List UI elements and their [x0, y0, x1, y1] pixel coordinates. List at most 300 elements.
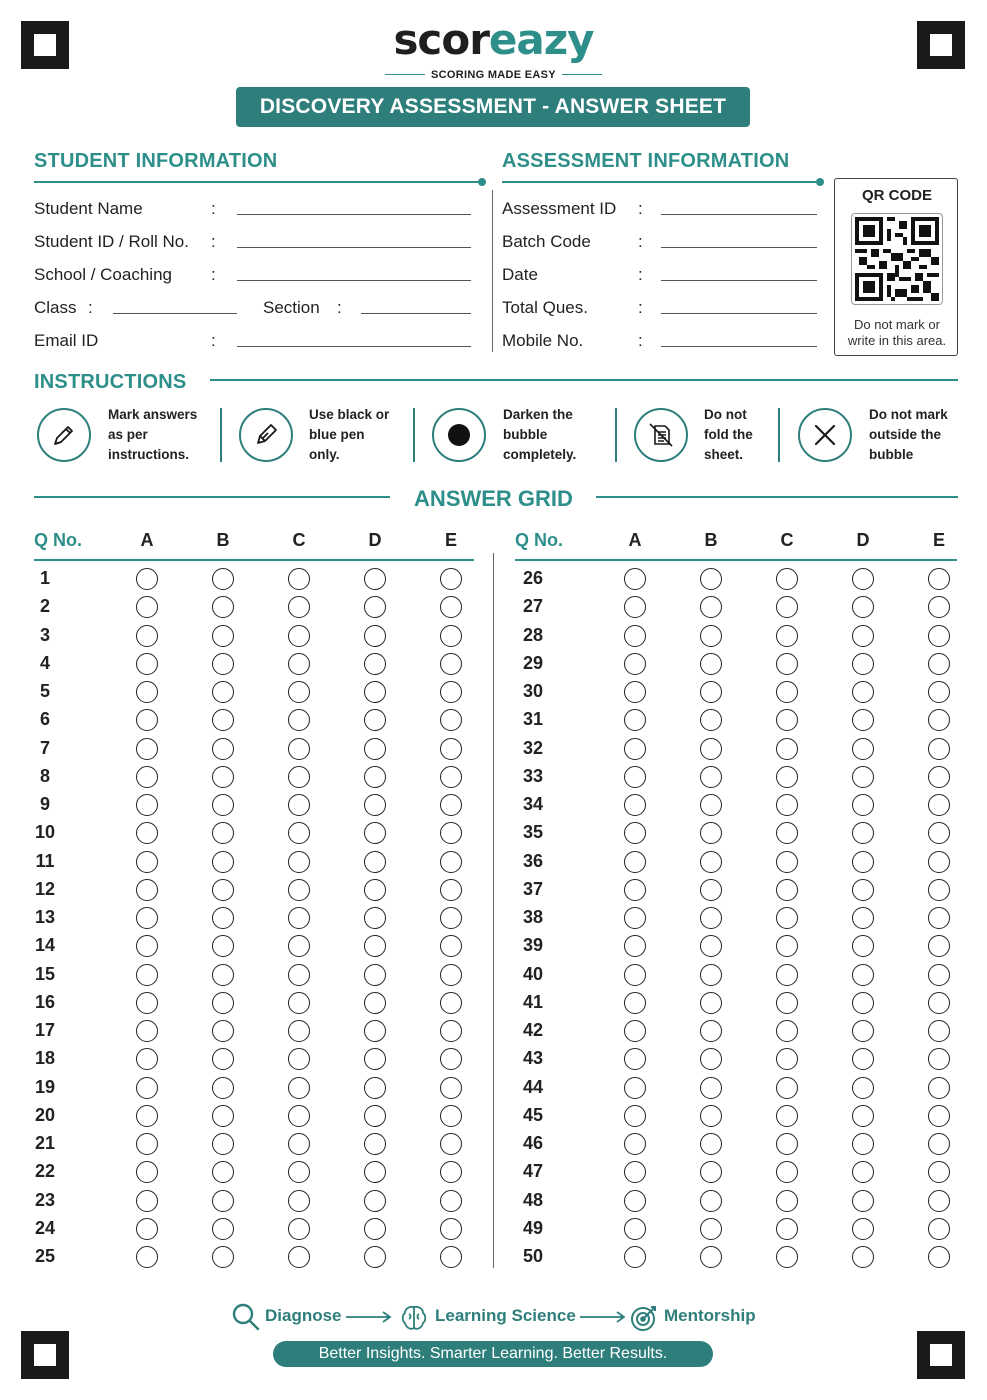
section-field[interactable]: [361, 313, 471, 314]
answer-bubble-b[interactable]: [700, 1020, 722, 1042]
answer-bubble-e[interactable]: [928, 766, 950, 788]
answer-bubble-c[interactable]: [288, 992, 310, 1014]
answer-bubble-a[interactable]: [624, 1133, 646, 1155]
question-number: 47: [522, 1161, 544, 1182]
answer-bubble-c[interactable]: [288, 822, 310, 844]
answer-bubble-a[interactable]: [624, 935, 646, 957]
answer-bubble-b[interactable]: [212, 992, 234, 1014]
answer-bubble-e[interactable]: [440, 1077, 462, 1099]
answer-bubble-c[interactable]: [288, 568, 310, 590]
answer-bubble-d[interactable]: [852, 935, 874, 957]
answer-bubble-d[interactable]: [852, 879, 874, 901]
answer-bubble-b[interactable]: [700, 822, 722, 844]
answer-bubble-d[interactable]: [364, 907, 386, 929]
answer-bubble-e[interactable]: [440, 1190, 462, 1212]
answer-grid-heading: ANSWER GRID: [414, 486, 573, 511]
answer-bubble-c[interactable]: [288, 766, 310, 788]
answer-bubble-e[interactable]: [928, 794, 950, 816]
answer-bubble-a[interactable]: [136, 1190, 158, 1212]
answer-bubble-c[interactable]: [288, 681, 310, 703]
question-number: 41: [522, 991, 544, 1012]
answer-bubble-d[interactable]: [364, 1161, 386, 1183]
school-field[interactable]: [237, 280, 471, 281]
question-number: 39: [522, 935, 544, 956]
answer-bubble-d[interactable]: [852, 964, 874, 986]
answer-bubble-a[interactable]: [136, 879, 158, 901]
question-number: 13: [34, 907, 56, 927]
student-id-field[interactable]: [237, 247, 471, 248]
answer-bubble-a[interactable]: [624, 851, 646, 873]
answer-bubble-a[interactable]: [624, 822, 646, 844]
answer-bubble-e[interactable]: [440, 879, 462, 901]
batch-code-field[interactable]: [661, 247, 817, 248]
instructions-heading: INSTRUCTIONS: [34, 371, 187, 393]
answer-bubble-e[interactable]: [928, 822, 950, 844]
answer-bubble-c[interactable]: [288, 1246, 310, 1268]
answer-bubble-e[interactable]: [928, 907, 950, 929]
answer-bubble-c[interactable]: [776, 1048, 798, 1070]
answer-bubble-b[interactable]: [700, 1048, 722, 1070]
answer-bubble-b[interactable]: [700, 709, 722, 731]
qr-code-icon: [851, 213, 943, 305]
answer-bubble-c[interactable]: [776, 1077, 798, 1099]
answer-bubble-a[interactable]: [624, 1190, 646, 1212]
answer-bubble-a[interactable]: [624, 1077, 646, 1099]
no-fold-icon: [634, 408, 688, 462]
answer-bubble-d[interactable]: [364, 568, 386, 590]
answer-bubble-b[interactable]: [212, 1020, 234, 1042]
answer-bubble-b[interactable]: [212, 1105, 234, 1127]
answer-bubble-c[interactable]: [776, 1133, 798, 1155]
answer-bubble-b[interactable]: [700, 907, 722, 929]
answer-bubble-b[interactable]: [700, 625, 722, 647]
answer-bubble-b[interactable]: [700, 992, 722, 1014]
answer-bubble-e[interactable]: [928, 1048, 950, 1070]
answer-bubble-c[interactable]: [288, 1020, 310, 1042]
batch-code-label: Batch Code: [502, 232, 591, 251]
answer-bubble-a[interactable]: [136, 1020, 158, 1042]
answer-bubble-d[interactable]: [852, 1048, 874, 1070]
answer-bubble-a[interactable]: [136, 681, 158, 703]
answer-bubble-a[interactable]: [136, 709, 158, 731]
answer-bubble-a[interactable]: [624, 879, 646, 901]
answer-bubble-d[interactable]: [364, 709, 386, 731]
answer-bubble-b[interactable]: [212, 935, 234, 957]
email-field[interactable]: [237, 346, 471, 347]
answer-bubble-e[interactable]: [928, 1246, 950, 1268]
answer-bubble-b[interactable]: [212, 794, 234, 816]
answer-bubble-b[interactable]: [700, 1105, 722, 1127]
answer-bubble-b[interactable]: [700, 653, 722, 675]
answer-bubble-e[interactable]: [440, 935, 462, 957]
section-label: Section: [263, 298, 320, 317]
answer-bubble-b[interactable]: [700, 766, 722, 788]
answer-bubble-a[interactable]: [136, 625, 158, 647]
answer-bubble-a[interactable]: [136, 964, 158, 986]
answer-bubble-c[interactable]: [288, 1048, 310, 1070]
answer-bubble-b[interactable]: [700, 851, 722, 873]
answer-bubble-d[interactable]: [364, 1218, 386, 1240]
answer-bubble-a[interactable]: [624, 568, 646, 590]
answer-bubble-c[interactable]: [288, 794, 310, 816]
answer-bubble-b[interactable]: [212, 1218, 234, 1240]
total-questions-label: Total Ques.: [502, 298, 588, 317]
instructions-divider: [210, 379, 958, 381]
answer-bubble-c[interactable]: [776, 992, 798, 1014]
answer-bubble-d[interactable]: [852, 1161, 874, 1183]
answer-bubble-a[interactable]: [136, 822, 158, 844]
answer-bubble-d[interactable]: [364, 1246, 386, 1268]
question-number: 22: [34, 1161, 56, 1182]
answer-bubble-e[interactable]: [440, 1218, 462, 1240]
answer-bubble-c[interactable]: [288, 653, 310, 675]
answer-bubble-c[interactable]: [776, 738, 798, 760]
answer-bubble-c[interactable]: [776, 794, 798, 816]
answer-bubble-c[interactable]: [776, 851, 798, 873]
answer-bubble-c[interactable]: [776, 596, 798, 618]
answer-bubble-d[interactable]: [852, 653, 874, 675]
answer-bubble-d[interactable]: [852, 738, 874, 760]
question-number: 24: [34, 1217, 56, 1238]
answer-bubble-a[interactable]: [624, 681, 646, 703]
answer-bubble-c[interactable]: [288, 709, 310, 731]
question-number: 33: [522, 765, 544, 786]
answer-bubble-b[interactable]: [700, 1161, 722, 1183]
answer-bubble-b[interactable]: [700, 1077, 722, 1099]
answer-bubble-d[interactable]: [364, 992, 386, 1014]
class-field[interactable]: [113, 313, 237, 314]
answer-bubble-d[interactable]: [852, 1218, 874, 1240]
question-number: 32: [522, 737, 544, 758]
answer-bubble-a[interactable]: [624, 1161, 646, 1183]
answer-bubble-a[interactable]: [624, 1105, 646, 1127]
registration-mark-bottom-left: [21, 1331, 69, 1379]
answer-bubble-d[interactable]: [852, 625, 874, 647]
answer-bubble-a[interactable]: [624, 653, 646, 675]
question-number: 40: [522, 963, 544, 984]
answer-bubble-c[interactable]: [776, 766, 798, 788]
answer-bubble-c[interactable]: [776, 625, 798, 647]
answer-bubble-e[interactable]: [440, 681, 462, 703]
answer-bubble-b[interactable]: [700, 1190, 722, 1212]
answer-bubble-b[interactable]: [700, 596, 722, 618]
date-label: Date: [502, 265, 538, 284]
answer-bubble-a[interactable]: [136, 851, 158, 873]
answer-bubble-b[interactable]: [212, 681, 234, 703]
answer-bubble-a[interactable]: [136, 1161, 158, 1183]
answer-bubble-e[interactable]: [928, 625, 950, 647]
answer-bubble-a[interactable]: [624, 992, 646, 1014]
answer-bubble-c[interactable]: [288, 596, 310, 618]
answer-bubble-d[interactable]: [364, 1190, 386, 1212]
answer-bubble-e[interactable]: [928, 653, 950, 675]
answer-bubble-c[interactable]: [776, 1161, 798, 1183]
answer-bubble-e[interactable]: [440, 822, 462, 844]
answer-bubble-c[interactable]: [776, 935, 798, 957]
question-number: 3: [39, 624, 50, 645]
assessment-id-field[interactable]: [661, 214, 817, 215]
answer-bubble-e[interactable]: [928, 709, 950, 731]
answer-bubble-b[interactable]: [700, 964, 722, 986]
answer-bubble-d[interactable]: [364, 596, 386, 618]
answer-bubble-c[interactable]: [288, 1218, 310, 1240]
answer-bubble-e[interactable]: [928, 681, 950, 703]
answer-bubble-c[interactable]: [776, 1105, 798, 1127]
question-number: 29: [522, 652, 544, 673]
answer-bubble-d[interactable]: [364, 625, 386, 647]
answer-bubble-e[interactable]: [440, 1048, 462, 1070]
answer-bubble-d[interactable]: [364, 851, 386, 873]
answer-bubble-b[interactable]: [212, 907, 234, 929]
answer-bubble-a[interactable]: [624, 1048, 646, 1070]
answer-bubble-d[interactable]: [852, 681, 874, 703]
question-number: 48: [522, 1189, 544, 1210]
answer-bubble-c[interactable]: [288, 1077, 310, 1099]
answer-bubble-d[interactable]: [364, 653, 386, 675]
answer-bubble-c[interactable]: [288, 625, 310, 647]
answer-bubble-d[interactable]: [364, 738, 386, 760]
answer-bubble-e[interactable]: [928, 1218, 950, 1240]
date-field[interactable]: [661, 280, 817, 281]
answer-bubble-b[interactable]: [700, 681, 722, 703]
answer-bubble-d[interactable]: [852, 568, 874, 590]
answer-bubble-a[interactable]: [624, 766, 646, 788]
answer-bubble-b[interactable]: [212, 1246, 234, 1268]
answer-bubble-d[interactable]: [852, 851, 874, 873]
question-number: 26: [522, 568, 544, 588]
question-number: 11: [35, 850, 55, 871]
answer-bubble-a[interactable]: [136, 907, 158, 929]
answer-bubble-e[interactable]: [440, 851, 462, 873]
answer-bubble-e[interactable]: [928, 1133, 950, 1155]
answer-bubble-c[interactable]: [776, 907, 798, 929]
answer-bubble-b[interactable]: [700, 1133, 722, 1155]
answer-bubble-a[interactable]: [624, 907, 646, 929]
question-number: 34: [522, 794, 544, 814]
answer-bubble-d[interactable]: [852, 1077, 874, 1099]
answer-bubble-a[interactable]: [136, 653, 158, 675]
cross-icon: [798, 408, 852, 462]
answer-bubble-b[interactable]: [212, 851, 234, 873]
answer-bubble-e[interactable]: [928, 568, 950, 590]
answer-bubble-a[interactable]: [624, 596, 646, 618]
answer-bubble-c[interactable]: [288, 851, 310, 873]
answer-bubble-d[interactable]: [852, 1020, 874, 1042]
answer-bubble-b[interactable]: [212, 766, 234, 788]
answer-bubble-d[interactable]: [852, 1105, 874, 1127]
answer-bubble-c[interactable]: [776, 709, 798, 731]
answer-bubble-e[interactable]: [928, 1077, 950, 1099]
answer-bubble-e[interactable]: [928, 738, 950, 760]
question-number: 5: [39, 681, 50, 701]
logo-wordmark: scoreazy: [393, 15, 594, 64]
answer-bubble-c[interactable]: [776, 1020, 798, 1042]
answer-bubble-b[interactable]: [700, 794, 722, 816]
answer-bubble-c[interactable]: [776, 822, 798, 844]
answer-bubble-c[interactable]: [288, 1133, 310, 1155]
answer-bubble-d[interactable]: [364, 935, 386, 957]
answer-bubble-e[interactable]: [440, 625, 462, 647]
answer-bubble-a[interactable]: [136, 766, 158, 788]
answer-bubble-a[interactable]: [136, 935, 158, 957]
answer-bubble-b[interactable]: [212, 1048, 234, 1070]
student-info-divider: [34, 181, 482, 183]
answer-bubble-e[interactable]: [440, 766, 462, 788]
question-number: 18: [34, 1048, 56, 1069]
answer-bubble-d[interactable]: [852, 992, 874, 1014]
answer-bubble-e[interactable]: [928, 1105, 950, 1127]
answer-bubble-b[interactable]: [212, 1190, 234, 1212]
answer-bubble-e[interactable]: [440, 992, 462, 1014]
answer-bubble-d[interactable]: [852, 1133, 874, 1155]
answer-bubble-c[interactable]: [288, 935, 310, 957]
answer-bubble-a[interactable]: [136, 738, 158, 760]
answer-bubble-b[interactable]: [700, 935, 722, 957]
answer-bubble-e[interactable]: [928, 935, 950, 957]
answer-bubble-d[interactable]: [852, 794, 874, 816]
answer-bubble-e[interactable]: [440, 1246, 462, 1268]
question-number: 4: [39, 652, 50, 673]
answer-bubble-b[interactable]: [212, 1133, 234, 1155]
answer-bubble-b[interactable]: [212, 964, 234, 986]
answer-bubble-c[interactable]: [776, 964, 798, 986]
answer-bubble-b[interactable]: [212, 738, 234, 760]
answer-bubble-c[interactable]: [288, 738, 310, 760]
answer-bubble-c[interactable]: [776, 681, 798, 703]
answer-bubble-e[interactable]: [928, 1020, 950, 1042]
answer-bubble-c[interactable]: [288, 1190, 310, 1212]
grid-header-rule-left: [34, 559, 474, 561]
answer-bubble-a[interactable]: [136, 1105, 158, 1127]
answer-bubble-e[interactable]: [440, 1161, 462, 1183]
flow-step-mentorship: Mentorship: [664, 1306, 756, 1325]
answer-bubble-e[interactable]: [928, 992, 950, 1014]
answer-bubble-c[interactable]: [288, 907, 310, 929]
answer-bubble-e[interactable]: [928, 851, 950, 873]
answer-bubble-a[interactable]: [136, 1218, 158, 1240]
answer-bubble-a[interactable]: [624, 964, 646, 986]
answer-bubble-e[interactable]: [440, 1020, 462, 1042]
answer-bubble-e[interactable]: [928, 879, 950, 901]
answer-bubble-a[interactable]: [624, 738, 646, 760]
answer-bubble-c[interactable]: [288, 1105, 310, 1127]
answer-bubble-b[interactable]: [212, 625, 234, 647]
answer-bubble-d[interactable]: [852, 822, 874, 844]
answer-bubble-a[interactable]: [136, 596, 158, 618]
answer-bubble-c[interactable]: [776, 1218, 798, 1240]
answer-bubble-c[interactable]: [776, 568, 798, 590]
answer-bubble-c[interactable]: [776, 653, 798, 675]
answer-bubble-a[interactable]: [136, 568, 158, 590]
answer-bubble-b[interactable]: [700, 568, 722, 590]
answer-bubble-b[interactable]: [212, 822, 234, 844]
answer-bubble-a[interactable]: [624, 709, 646, 731]
answer-bubble-c[interactable]: [288, 964, 310, 986]
question-number: 23: [34, 1189, 56, 1210]
answer-bubble-a[interactable]: [624, 794, 646, 816]
answer-bubble-e[interactable]: [928, 964, 950, 986]
answer-bubble-a[interactable]: [624, 625, 646, 647]
answer-bubble-d[interactable]: [364, 1133, 386, 1155]
answer-bubble-e[interactable]: [440, 596, 462, 618]
answer-bubble-d[interactable]: [852, 1190, 874, 1212]
mobile-field[interactable]: [661, 346, 817, 347]
answer-bubble-a[interactable]: [136, 1077, 158, 1099]
answer-bubble-a[interactable]: [624, 1246, 646, 1268]
answer-bubble-b[interactable]: [212, 709, 234, 731]
answer-bubble-d[interactable]: [364, 766, 386, 788]
answer-bubble-b[interactable]: [700, 1218, 722, 1240]
answer-bubble-e[interactable]: [440, 653, 462, 675]
answer-bubble-d[interactable]: [852, 766, 874, 788]
answer-bubble-a[interactable]: [136, 1048, 158, 1070]
answer-bubble-e[interactable]: [440, 964, 462, 986]
answer-bubble-c[interactable]: [288, 879, 310, 901]
answer-bubble-d[interactable]: [364, 964, 386, 986]
answer-bubble-d[interactable]: [364, 794, 386, 816]
answer-bubble-b[interactable]: [212, 1161, 234, 1183]
total-questions-field[interactable]: [661, 313, 817, 314]
answer-bubble-a[interactable]: [624, 1020, 646, 1042]
answer-bubble-b[interactable]: [212, 1077, 234, 1099]
answer-bubble-b[interactable]: [700, 1246, 722, 1268]
answer-bubble-e[interactable]: [440, 1133, 462, 1155]
answer-bubble-b[interactable]: [212, 879, 234, 901]
question-number: 25: [34, 1246, 56, 1266]
answer-bubble-c[interactable]: [776, 879, 798, 901]
answer-bubble-a[interactable]: [136, 1133, 158, 1155]
answer-bubble-a[interactable]: [624, 1218, 646, 1240]
answer-bubble-c[interactable]: [776, 1190, 798, 1212]
answer-bubble-e[interactable]: [928, 1161, 950, 1183]
answer-bubble-d[interactable]: [364, 1048, 386, 1070]
answer-bubble-e[interactable]: [440, 1105, 462, 1127]
answer-bubble-b[interactable]: [700, 738, 722, 760]
question-number: 28: [522, 624, 544, 645]
answer-bubble-e[interactable]: [440, 709, 462, 731]
answer-bubble-a[interactable]: [136, 794, 158, 816]
answer-bubble-d[interactable]: [364, 879, 386, 901]
answer-bubble-d[interactable]: [364, 1105, 386, 1127]
option-header-c-left: C: [292, 530, 306, 550]
answer-bubble-d[interactable]: [852, 709, 874, 731]
answer-bubble-a[interactable]: [136, 992, 158, 1014]
answer-bubble-d[interactable]: [852, 1246, 874, 1268]
answer-bubble-c[interactable]: [776, 1246, 798, 1268]
answer-bubble-b[interactable]: [700, 879, 722, 901]
answer-bubble-e[interactable]: [928, 596, 950, 618]
answer-bubble-b[interactable]: [212, 596, 234, 618]
answer-bubble-d[interactable]: [364, 1077, 386, 1099]
answer-bubble-d[interactable]: [364, 822, 386, 844]
answer-bubble-e[interactable]: [440, 738, 462, 760]
mobile-label: Mobile No.: [502, 331, 584, 350]
answer-bubble-e[interactable]: [440, 907, 462, 929]
student-name-field[interactable]: [237, 214, 471, 215]
answer-bubble-d[interactable]: [364, 1020, 386, 1042]
answer-bubble-d[interactable]: [852, 596, 874, 618]
answer-bubble-e[interactable]: [440, 568, 462, 590]
answer-bubble-e[interactable]: [928, 1190, 950, 1212]
answer-bubble-b[interactable]: [212, 568, 234, 590]
answer-bubble-d[interactable]: [364, 681, 386, 703]
answer-bubble-e[interactable]: [440, 794, 462, 816]
answer-bubble-b[interactable]: [212, 653, 234, 675]
answer-bubble-d[interactable]: [852, 907, 874, 929]
answer-bubble-c[interactable]: [288, 1161, 310, 1183]
answer-bubble-a[interactable]: [136, 1246, 158, 1268]
question-number: 43: [522, 1048, 544, 1069]
